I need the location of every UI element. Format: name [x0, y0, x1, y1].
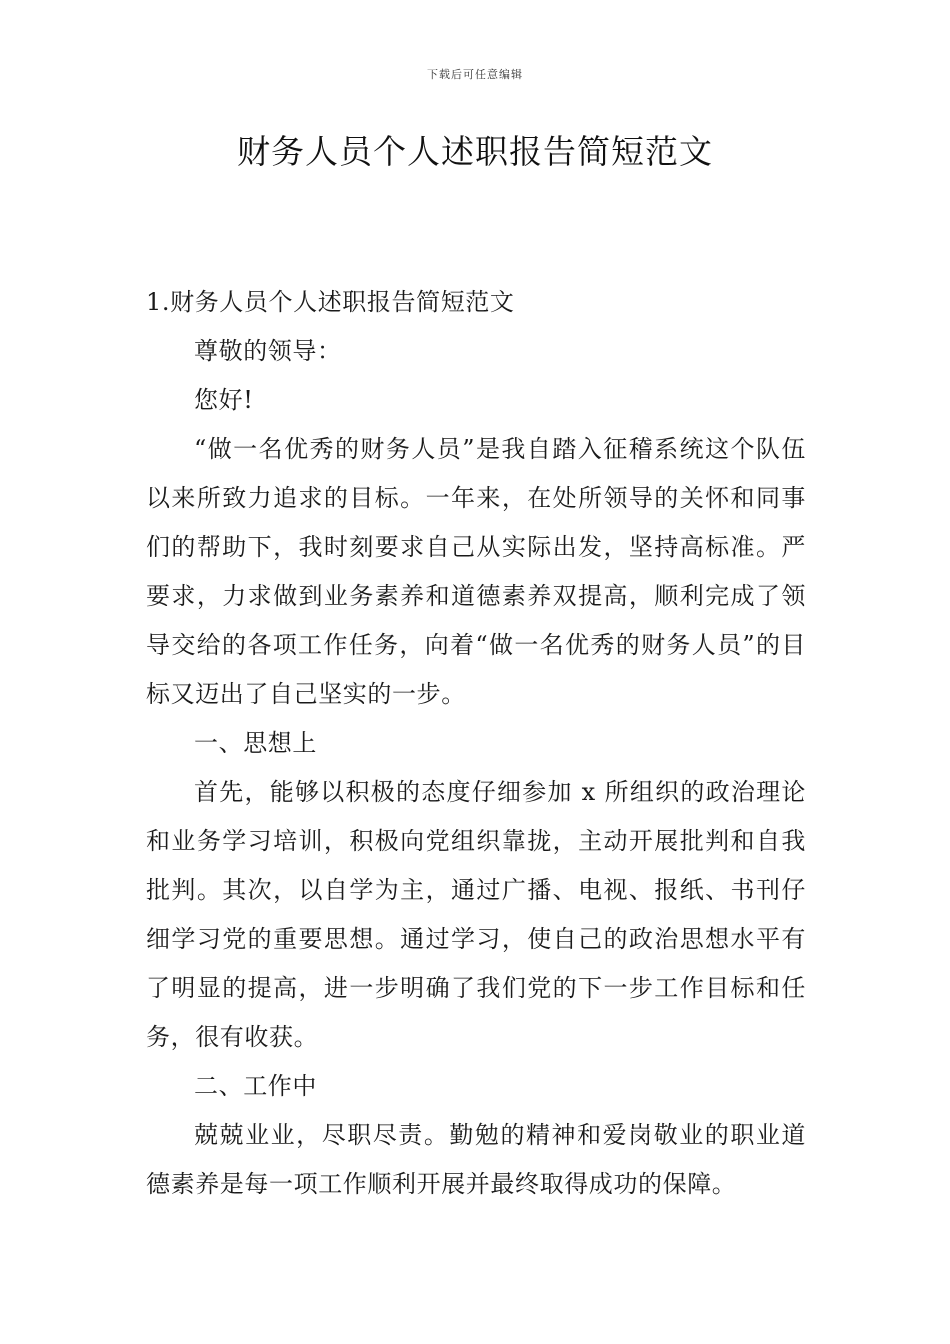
section-heading: 1.财务人员个人述职报告简短范文 — [146, 288, 515, 316]
document-title: 财务人员个人述职报告简短范文 — [237, 132, 713, 171]
greeting: 您好! — [194, 386, 254, 414]
work-paragraph: 兢兢业业，尽职尽责。勤勉的精神和爱岗敬业的职业道德素养是每一项工作顺利开展并最终取得成功的保障。 — [146, 1121, 806, 1198]
subheading-work: 二、工作中 — [194, 1072, 317, 1100]
subheading-thought: 一、思想上 — [194, 729, 317, 757]
salutation: 尊敬的领导： — [194, 337, 342, 365]
thought-paragraph: 首先，能够以积极的态度仔细参加 x 所组织的政治理论和业务学习培训，积极向党组织靠拢，主动开展批判和自我批判。其次，以自学为主，通过广播、电视、报纸、书刊仔细学习党的重要思想。通过学习，使自己的政治思想水平有了明显的提高，进一步明确了我们党的下一步工作目标和任务，很有收获。 — [146, 778, 806, 1051]
header-note: 下载后可任意编辑 — [427, 68, 523, 81]
intro-paragraph: “做一名优秀的财务人员”是我自踏入征稽系统这个队伍以来所致力追求的目标。一年来，在处所领导的关怀和同事们的帮助下，我时刻要求自己从实际出发，坚持高标准。严要求，力求做到业务素养和道德素养双提高，顺利完成了领导交给的各项工作任务，向着“做一名优秀的财务人员”的目标又迈出了自己坚实的一步。 — [146, 435, 806, 708]
document-body — [146, 278, 806, 1209]
